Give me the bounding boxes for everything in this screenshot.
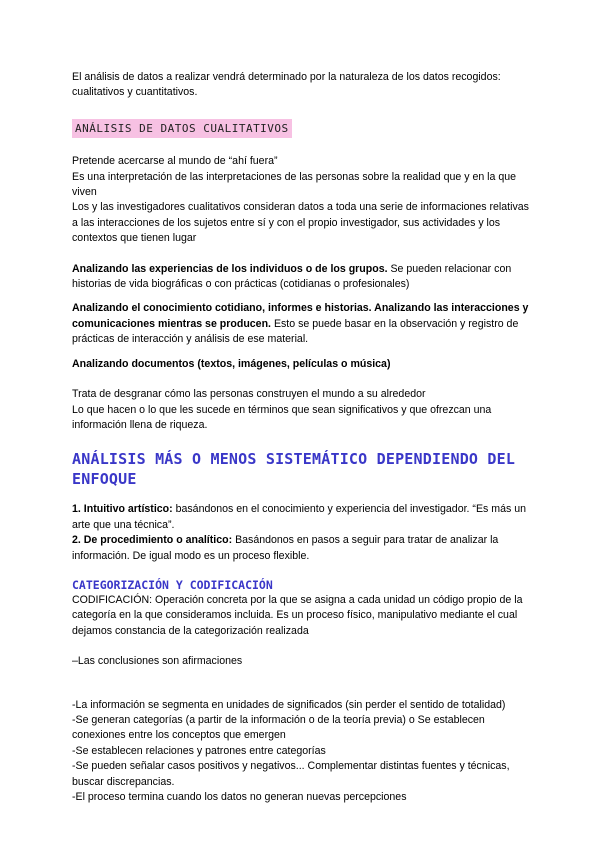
bold-text: Analizando el conocimiento cotidiano, informes e historias. Analizando las interacciones y comunicaciones mientras se producen. [72,302,529,330]
bold-text: Analizando documentos (textos, imágenes, películas o música) [72,357,391,370]
body-text: basándonos en el conocimiento y experiencia del investigador. “Es más un arte que una técnica”. [72,503,526,531]
section-heading-categorization: CATEGORIZACIÓN Y CODIFICACIÓN [72,577,273,592]
body-text: Se pueden relacionar con historias de vida biográficas o con prácticas (cotidianas o profesionales) [72,262,512,291]
process-list [72,698,530,806]
documents-paragraph [72,357,530,372]
bold-text: 2. De procedimiento o analítico: [72,534,233,547]
document-page [72,70,530,805]
list-item: -Se generan categorías (a partir de la información o de la teoría previa) o Se establecen conexiones entre los conceptos que emergen [72,713,485,742]
knowledge-paragraph [72,301,530,347]
list-item: -Se establecen relaciones y patrones entre categorías [72,744,326,757]
list-item: -La información se segmenta en unidades de significados (sin perder el sentido de totalidad) [72,698,506,711]
paragraph: Trata de desgranar cómo las personas construyen el mundo a su alrededor [72,388,426,401]
section-heading-qualitative: ANÁLISIS DE DATOS CUALITATIVOS [72,119,292,138]
procedural-paragraph [72,533,530,564]
section-heading-systematic: ANÁLISIS MÁS O MENOS SISTEMÁTICO DEPENDIENDO DEL ENFOQUE [72,450,516,489]
intuitive-paragraph [72,502,530,533]
paragraph: Lo que hacen o lo que les sucede en términos que sean significativos y que ofrezcan una información llena de riqueza. [72,403,492,431]
list-item: -Se pueden señalar casos positivos y negativos... Complementar distintas fuentes y técnicas, buscar discrepancias. [72,760,510,788]
paragraph: Los y las investigadores cualitativos consideran datos a toda una serie de informaciones relativas a las interacciones de los sujetos entre sí y con el propio investigador, sus actividades y los contextos que tienen lugar [72,201,529,245]
bold-text: 1. Intuitivo artístico: [72,503,173,516]
intro-paragraph: El análisis de datos a realizar vendrá determinado por la naturaleza de los datos recogidos: cualitativos y cuantitativos. [72,71,501,99]
body-text: Esto se puede basar en la observación y registro de prácticas de interacción y análisis de ese material. [72,317,519,346]
conclusions-paragraph: –Las conclusiones son afirmaciones [72,655,243,668]
body-text: Basándonos en pasos a seguir para tratar de analizar la información. De igual modo es un proceso flexible. [72,534,499,562]
bold-text: Analizando las experiencias de los individuos o de los grupos. [72,262,388,275]
paragraph: Pretende acercarse al mundo de “ahí fuera” [72,155,278,168]
coding-paragraph: CODIFICACIÓN: Operación concreta por la que se asigna a cada unidad un código propio de la categoría en la que consideramos incluida. Es un proceso físico, manipulativo mediante el cual dejamos constancia de la categorización realizada [72,593,523,637]
experiences-paragraph [72,262,530,293]
paragraph: Es una interpretación de las interpretaciones de las personas sobre la realidad que y en la que viven [72,170,517,199]
list-item: -El proceso termina cuando los datos no generan nuevas percepciones [72,791,407,803]
